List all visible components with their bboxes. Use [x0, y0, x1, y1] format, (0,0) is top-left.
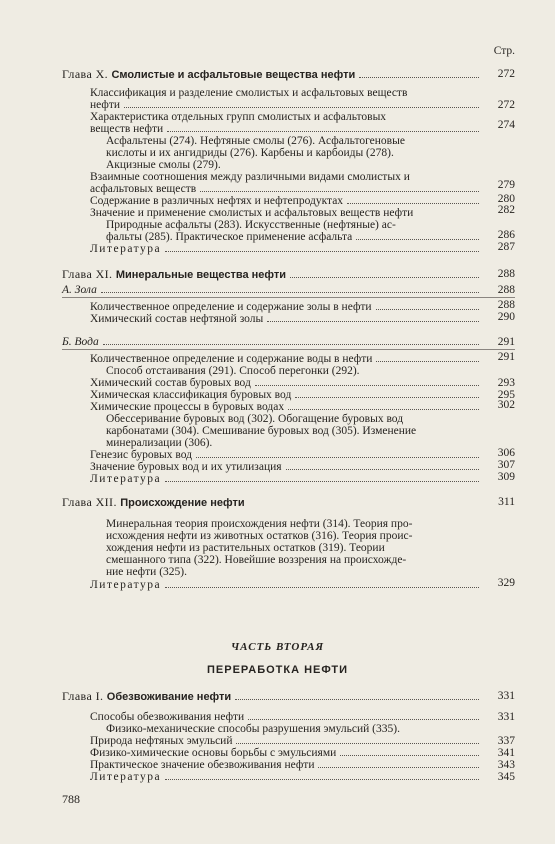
- section-divider: [62, 297, 515, 298]
- toc-entry-line: Химические процессы в буровых водах: [90, 401, 483, 414]
- toc-subentry-line: минерализации (306).: [106, 437, 213, 449]
- toc-entry-page: 288: [497, 299, 515, 311]
- chapter-12-title: Происхождение нефти: [120, 497, 245, 509]
- toc-subentry-line: Обессеривание буровых вод (302). Обогащение буровых вод: [106, 413, 404, 425]
- toc-entry-page: 295: [497, 389, 515, 401]
- chapter-10-heading: [62, 68, 483, 82]
- toc-entry-page: 329: [497, 577, 515, 589]
- toc-subentry-line: Природные асфальты (283). Искусственные (нефтяные) ас-: [106, 219, 396, 231]
- chapter-10-prefix: Глава X.: [62, 67, 109, 81]
- page-number: 788: [62, 792, 80, 806]
- toc-entry-line: асфальтовых веществ: [90, 183, 483, 196]
- chapter-11-heading: [62, 268, 483, 282]
- section-divider: [62, 349, 515, 350]
- toc-entry-line: Количественное определение и содержание золы в нефти: [90, 301, 483, 314]
- toc-subentry-line: Акцизные смолы (279).: [106, 159, 221, 171]
- toc-entry-line: Значение буровых вод и их утилизация: [90, 461, 483, 474]
- toc-subentry-line: Способ отстаивания (291). Способ перегонки (292).: [106, 365, 360, 377]
- toc-subentry-line: исхождения нефти из животных остатков (316). Теория проис-: [106, 530, 413, 542]
- toc-entry-page: 272: [497, 99, 515, 111]
- toc-entry-line: Литература: [90, 579, 483, 592]
- toc-entry-line: Химическая классификация буровых вод: [90, 389, 483, 402]
- toc-subentry-line: ние нефти (325).: [106, 566, 187, 578]
- toc-entry-page: 286: [497, 229, 515, 241]
- toc-subentry-line: смешанного типа (322). Новейшие воззрения на происхожде-: [106, 554, 407, 566]
- toc-entry-page: 290: [497, 311, 515, 323]
- toc-entry-line: Химический состав буровых вод: [90, 377, 483, 390]
- toc-subentry-line: фальты (285). Практическое применение асфальта: [106, 231, 483, 244]
- part-title: ПЕРЕРАБОТКА НЕФТИ: [206, 664, 348, 676]
- toc-entry-page: 282: [497, 204, 515, 216]
- toc-subentry-line: Минеральная теория происхождения нефти (314). Теория про-: [106, 518, 413, 530]
- toc-entry-line: веществ нефти: [90, 123, 483, 136]
- toc-entry-line: Классификация и разделение смолистых и асфальтовых веществ: [90, 87, 408, 99]
- toc-entry-page: 337: [497, 735, 515, 747]
- chapter-p2-1-prefix: Глава I.: [62, 689, 104, 703]
- toc-entry-page: 309: [497, 471, 515, 483]
- chapter-p2-1-title: Обезвоживание нефти: [106, 691, 232, 703]
- toc-entry-page: 302: [497, 399, 515, 411]
- toc-subentry-line: Асфальтены (274). Нефтяные смолы (276). Асфальтогеновые: [106, 135, 405, 147]
- toc-entry-page: 343: [497, 759, 515, 771]
- toc-entry-page: 279: [497, 179, 515, 191]
- toc-entry-page: 341: [497, 747, 515, 759]
- toc-entry-line: Содержание в различных нефтях и нефтепродуктах: [90, 195, 483, 208]
- toc-entry-page: 345: [497, 771, 515, 783]
- toc-entry-line: нефти: [90, 99, 483, 112]
- chapter-11-title: Минеральные вещества нефти: [115, 269, 287, 281]
- toc-entry-line: Литература: [90, 243, 483, 256]
- toc-entry-page: 306: [497, 447, 515, 459]
- toc-entry-line: Природа нефтяных эмульсий: [90, 735, 483, 748]
- page-column-label: Стр.: [493, 45, 515, 57]
- part-label: ЧАСТЬ ВТОРАЯ: [230, 641, 325, 653]
- toc-entry-line: Генезис буровых вод: [90, 449, 483, 462]
- toc-entry-line: Химический состав нефтяной золы: [90, 313, 483, 326]
- chapter-12-prefix: Глава XII.: [62, 495, 117, 509]
- chapter-p2-1-page: 331: [497, 690, 515, 702]
- toc-entry-page: 307: [497, 459, 515, 471]
- chapter-11-page: 288: [497, 268, 515, 280]
- chapter-11-prefix: Глава XI.: [62, 267, 113, 281]
- section-page: 291: [497, 336, 515, 348]
- chapter-p2-1-heading: [62, 690, 483, 704]
- section-heading: Б. Вода: [62, 336, 483, 349]
- toc-entry-line: Способы обезвоживания нефти: [90, 711, 483, 724]
- toc-entry-line: Литература: [90, 771, 483, 784]
- toc-subentry-line: хождения нефти из растительных остатков (319). Теории: [106, 542, 385, 554]
- toc-entry-page: 280: [497, 193, 515, 205]
- toc-subentry-line: Физико-механические способы разрушения эмульсий (335).: [106, 723, 400, 735]
- chapter-10-page: 272: [497, 68, 515, 80]
- section-heading: А. Зола: [62, 284, 483, 297]
- toc-entry-line: Взаимные соотношения между различными видами смолистых и: [90, 171, 410, 183]
- toc-entry-line: Литература: [90, 473, 483, 486]
- toc-entry-page: 331: [497, 711, 515, 723]
- toc-entry-line: Характеристика отдельных групп смолистых и асфальтовых: [90, 111, 387, 123]
- toc-entry-page: 287: [497, 241, 515, 253]
- toc-entry-line: Практическое значение обезвоживания нефти: [90, 759, 483, 772]
- chapter-10-title: Смолистые и асфальтовые вещества нефти: [111, 69, 356, 81]
- toc-entry-page: 293: [497, 377, 515, 389]
- chapter-12-page: 311: [498, 496, 515, 508]
- toc-subentry-line: кислоты и их ангидриды (276). Карбены и карбоиды (278).: [106, 147, 394, 159]
- toc-entry-line: Физико-химические основы борьбы с эмульсиями: [90, 747, 483, 760]
- toc-entry-line: Количественное определение и содержание воды в нефти: [90, 353, 483, 366]
- toc-entry-line: Значение и применение смолистых и асфальтовых веществ нефти: [90, 207, 414, 219]
- section-page: 288: [497, 284, 515, 296]
- chapter-12-heading: [62, 496, 245, 510]
- toc-entry-page: 291: [497, 351, 515, 363]
- toc-entry-page: 274: [497, 119, 515, 131]
- toc-subentry-line: карбонатами (304). Смешивание буровых вод (305). Изменение: [106, 425, 417, 437]
